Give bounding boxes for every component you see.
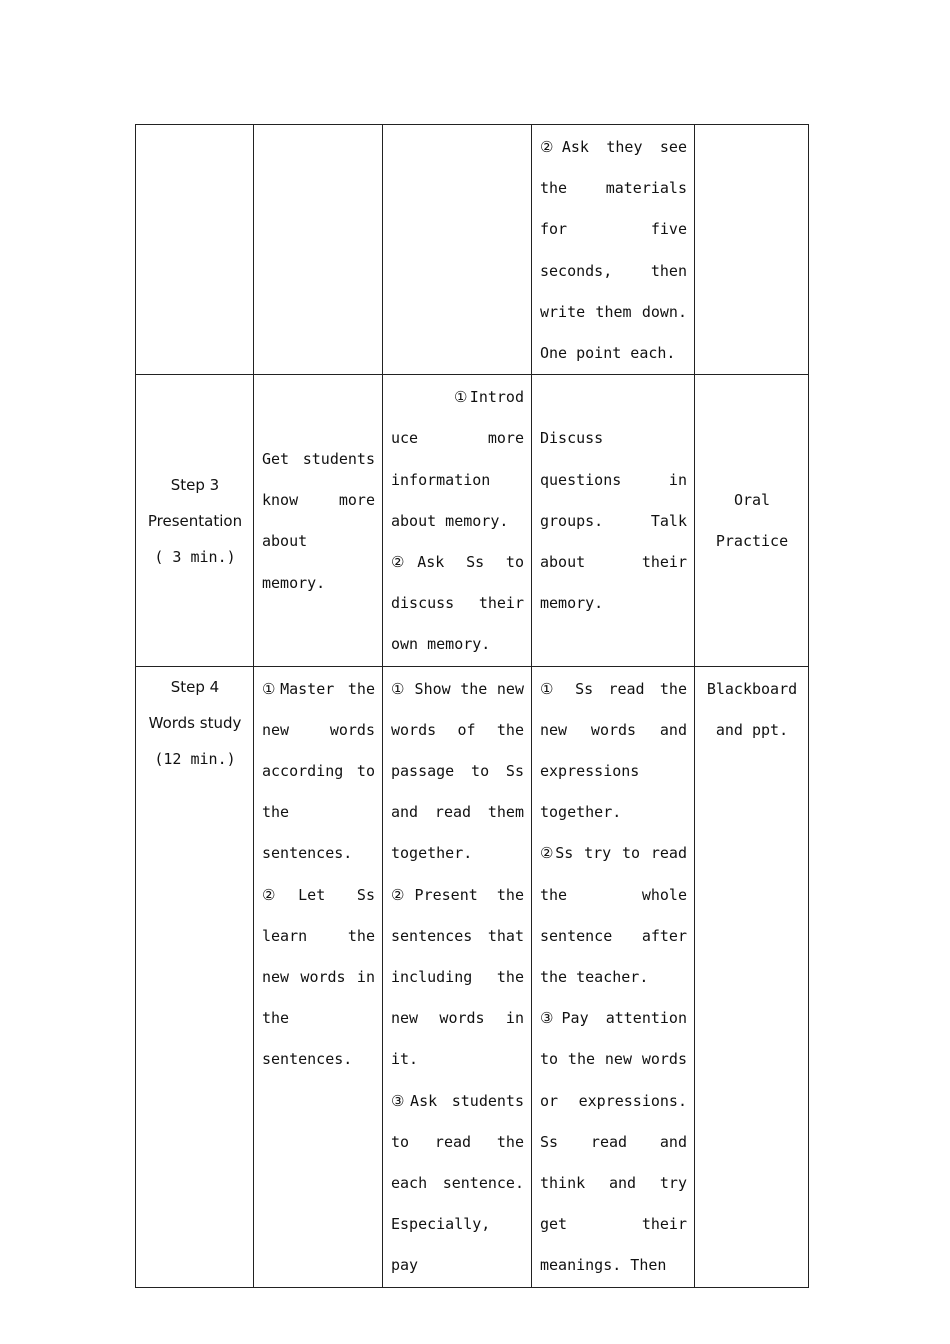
teacher-activity-text: ①Introduce more information about memory. [391, 388, 524, 530]
student-activity-text: ③Pay attention to the new words or expressions. Ss read and think and try get their meanings. Then [540, 1009, 687, 1275]
step-label: Step 3 [170, 476, 220, 495]
table-row [136, 666, 809, 1287]
student-activity-text: ②Ss try to read the whole sentence after the teacher. [540, 844, 687, 987]
teacher-activity-cell [383, 666, 532, 1287]
step-label: Step 4 [170, 677, 220, 696]
table-row [136, 125, 809, 375]
aim-cell [254, 125, 383, 375]
teacher-activity-text: ②Present the sentences that including the new words in it. [391, 885, 524, 1069]
teacher-activity-cell [383, 375, 532, 666]
student-activity-text: Discuss questions in groups. Talk about their memory. [540, 429, 687, 613]
aim-cell [254, 375, 383, 666]
media-cell [695, 375, 809, 666]
student-activity-text: ②Ask they see the materials for five seconds, then write them down. One point each. [540, 138, 687, 363]
teacher-activity-text: ②Ask Ss to discuss their own memory. [391, 553, 524, 654]
step-cell [136, 125, 254, 375]
teacher-activity-text: ① Show the new words of the passage to Ss and read them together. [391, 679, 524, 863]
lesson-plan-table [135, 124, 809, 1288]
media-text: Blackboard and ppt. [706, 679, 798, 739]
teacher-activity-text: ③Ask students to read the each sentence. Especially, pay [391, 1091, 524, 1275]
step-cell [136, 375, 254, 666]
media-cell [695, 666, 809, 1287]
aim-text: Get students know more about memory. [262, 450, 375, 592]
step-duration: (12 min.) [154, 749, 236, 768]
table-row [136, 375, 809, 666]
aim-text: ②Let Ss learn the new words in the sentences. [262, 885, 375, 1069]
aim-text: ①Master the new words according to the sentences. [262, 679, 375, 863]
student-activity-cell [532, 666, 695, 1287]
aim-cell [254, 666, 383, 1287]
step-title: Presentation [147, 512, 243, 531]
student-activity-cell [532, 125, 695, 375]
step-title: Words study [148, 713, 242, 732]
teacher-activity-cell [383, 125, 532, 375]
student-activity-cell [532, 375, 695, 666]
student-activity-text: ① Ss read the new words and expressions together. [540, 679, 687, 822]
step-cell [136, 666, 254, 1287]
step-duration: ( 3 min.) [154, 548, 236, 567]
media-text: Oral Practice [715, 491, 789, 551]
media-cell [695, 125, 809, 375]
